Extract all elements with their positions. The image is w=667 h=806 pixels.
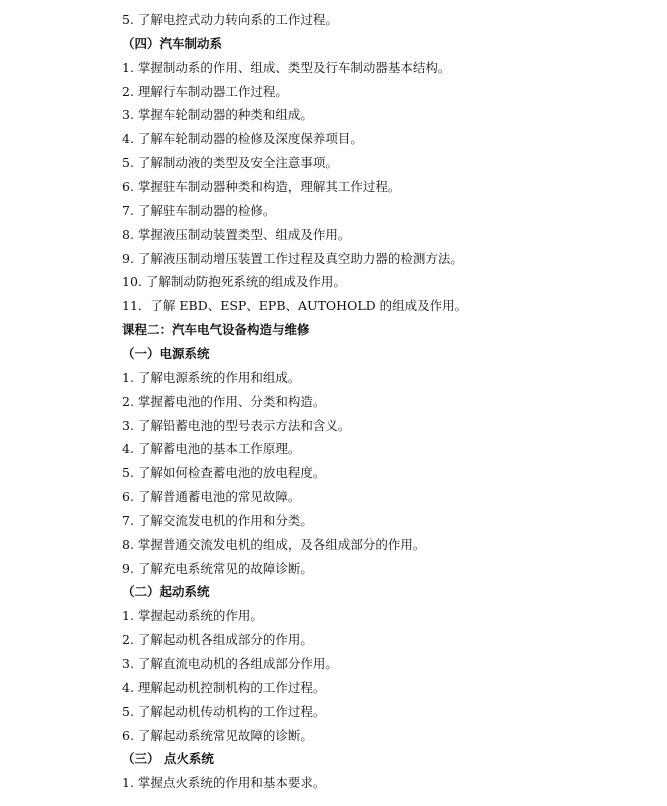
list-item: 5. 了解制动液的类型及安全注意事项。 bbox=[122, 155, 338, 171]
list-item: 10. 了解制动防抱死系统的组成及作用。 bbox=[122, 274, 346, 290]
list-item: 4. 理解起动机控制机构的工作过程。 bbox=[122, 679, 326, 695]
list-item: 2. 了解起动机各组成部分的作用。 bbox=[122, 632, 313, 648]
list-item: 3. 了解直流电动机的各组成部分作用。 bbox=[122, 656, 338, 671]
list-item: 9. 了解充电系统常见的故障诊断。 bbox=[122, 560, 313, 576]
list-item: 5. 了解如何检查蓄电池的放电程度。 bbox=[122, 465, 326, 481]
list-item: 4. 了解车轮制动器的检修及深度保养项目。 bbox=[122, 131, 363, 147]
list-item: 9. 了解液压制动增压装置工作过程及真空助力器的检测方法。 bbox=[122, 250, 463, 266]
list-item: 1. 掌握起动系统的作用。 bbox=[122, 608, 263, 624]
list-item: 1. 了解电源系统的作用和组成。 bbox=[122, 369, 301, 385]
section-heading: （三） 点火系统 bbox=[122, 751, 214, 767]
section-heading: （一）电源系统 bbox=[122, 345, 210, 361]
list-item: 4. 了解蓄电池的基本工作原理。 bbox=[122, 441, 301, 457]
list-item: 3. 了解铅蓄电池的型号表示方法和含义。 bbox=[122, 417, 351, 433]
list-item: 5. 了解电控式动力转向系的工作过程。 bbox=[122, 12, 338, 27]
section-heading: 课程二：汽车电气设备构造与维修 bbox=[122, 322, 310, 338]
list-item: 1. 掌握点火系统的作用和基本要求。 bbox=[122, 775, 326, 791]
list-item: 2. 掌握蓄电池的作用、分类和构造。 bbox=[122, 393, 326, 409]
list-item: 6. 了解普通蓄电池的常见故障。 bbox=[122, 489, 301, 504]
list-item: 5. 了解起动机传动机构的工作过程。 bbox=[122, 703, 326, 719]
list-item: 2. 理解行车制动器工作过程。 bbox=[122, 83, 288, 99]
list-item: 8. 掌握普通交流发电机的组成，及各组成部分的作用。 bbox=[122, 536, 426, 552]
list-item: 7. 了解驻车制动器的检修。 bbox=[122, 202, 276, 218]
section-heading: （四）汽车制动系 bbox=[122, 35, 223, 51]
list-item: 11．了解 EBD、ESP、EPB、AUTOHOLD 的组成及作用。 bbox=[122, 298, 468, 314]
section-heading: （二）起动系统 bbox=[122, 584, 210, 600]
list-item: 7. 了解交流发电机的作用和分类。 bbox=[122, 512, 313, 528]
list-item: 8. 掌握液压制动装置类型、组成及作用。 bbox=[122, 226, 351, 242]
list-item: 1. 掌握制动系的作用、组成、类型及行车制动器基本结构。 bbox=[122, 59, 451, 75]
list-item: 3. 掌握车轮制动器的种类和组成。 bbox=[122, 107, 313, 123]
list-item: 6. 了解起动系统常见故障的诊断。 bbox=[122, 727, 313, 743]
list-item: 6. 掌握驻车制动器种类和构造，理解其工作过程。 bbox=[122, 179, 401, 194]
